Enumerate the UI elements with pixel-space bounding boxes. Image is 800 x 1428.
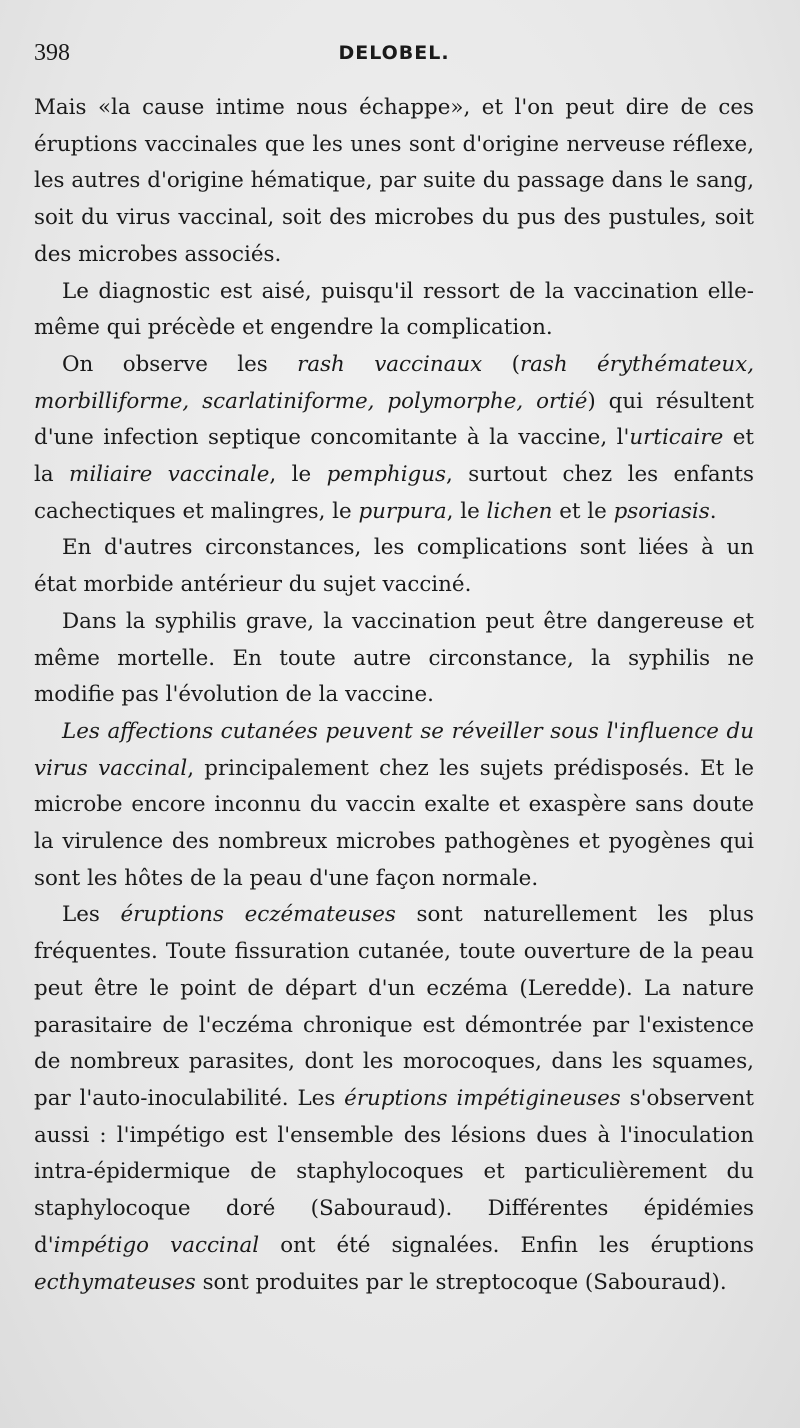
italic-text-run: ecthymateuses	[34, 1269, 196, 1295]
text-run: (	[482, 351, 520, 377]
italic-text-run: urticaire	[629, 425, 724, 451]
italic-text-run: rash vaccinaux	[297, 351, 483, 377]
paragraph	[34, 274, 754, 347]
paragraph	[34, 90, 754, 274]
italic-text-run: pemphigus	[326, 462, 446, 488]
running-title: DELOBEL.	[338, 42, 450, 64]
italic-text-run: rash érythémateux, morbilliforme, scarlatiniforme, polymorphe, ortié	[34, 351, 754, 414]
text-run: Mais «la cause intime nous échappe», et l'on peut dire de ces éruptions vaccinales que les unes sont d'origine nerveuse réflexe, les autres d'origine hématique, par suite du passage dans le sang, soit du virus vaccinal, soit des microbes du pus des pustules, soit des microbes associés.	[34, 95, 754, 267]
paragraph	[34, 530, 754, 603]
text-run: , le	[269, 462, 327, 488]
text-run: sont naturellement les plus fréquentes. Toute fissuration cutanée, toute ouverture de la peau peut être le point de départ d'un eczéma (Leredde). La nature parasitaire de l'eczéma chronique est démontrée par l'existence de nombreux parasites, dont les morocoques, dans les squames, par l'auto-inoculabilité. Les	[34, 902, 754, 1111]
italic-text-run: lichen	[486, 498, 553, 524]
text-run: En d'autres circonstances, les complications sont liées à un état morbide antérieur du sujet vacciné.	[34, 535, 754, 598]
page-number: 398	[34, 40, 70, 66]
italic-text-run: purpura	[358, 498, 447, 524]
text-run: et le	[552, 498, 614, 524]
running-head	[34, 40, 754, 90]
text-run: .	[709, 498, 717, 524]
text-run: ont été signalées. Enfin les éruptions	[259, 1232, 754, 1258]
paragraph	[34, 604, 754, 714]
paragraph	[34, 714, 754, 898]
paragraph	[34, 347, 754, 531]
text-run: On observe les	[62, 351, 298, 377]
text-run: Les	[62, 902, 121, 928]
italic-text-run: impétigo vaccinal	[53, 1232, 260, 1258]
italic-text-run: miliaire vaccinale	[69, 462, 270, 488]
italic-text-run: éruptions impétigineuses	[344, 1085, 621, 1111]
text-run: et la	[34, 425, 754, 488]
text-run: Dans la syphilis grave, la vaccination peut être dangereuse et même mortelle. En toute autre circonstance, la syphilis ne modifie pas l'évolution de la vaccine.	[34, 608, 754, 708]
text-run: , principalement chez les sujets prédisposés. Et le microbe encore inconnu du vaccin exalte et exaspère sans doute la virulence des nombreux microbes pathogènes et pyogènes qui sont les hôtes de la peau d'une façon normale.	[34, 755, 754, 891]
paragraph	[34, 897, 754, 1301]
body-text	[34, 90, 754, 1301]
text-run: , surtout chez les enfants cachectiques et malingres, le	[34, 462, 754, 524]
italic-text-run: psoriasis	[613, 498, 710, 524]
text-run: s'observent aussi : l'impétigo est l'ensemble des lésions dues à l'inoculation intra-épidermique de staphylocoques et particulièrement du staphylocoque doré (Sabouraud). Différentes épidémies d'	[34, 1085, 754, 1258]
text-run: Le diagnostic est aisé, puisqu'il ressort de la vaccination elle-même qui précède et engendre la complication.	[34, 278, 754, 341]
text-run: ) qui résultent d'une infection septique concomitante à la vaccine, l'	[34, 388, 754, 451]
italic-text-run: éruptions eczémateuses	[120, 902, 396, 928]
text-run: , le	[446, 498, 487, 524]
text-run: sont produites par le streptocoque (Sabouraud).	[195, 1269, 727, 1295]
italic-text-run: Les affections cutanées peuvent se réveiller sous l'influence du virus vaccinal	[34, 718, 754, 781]
